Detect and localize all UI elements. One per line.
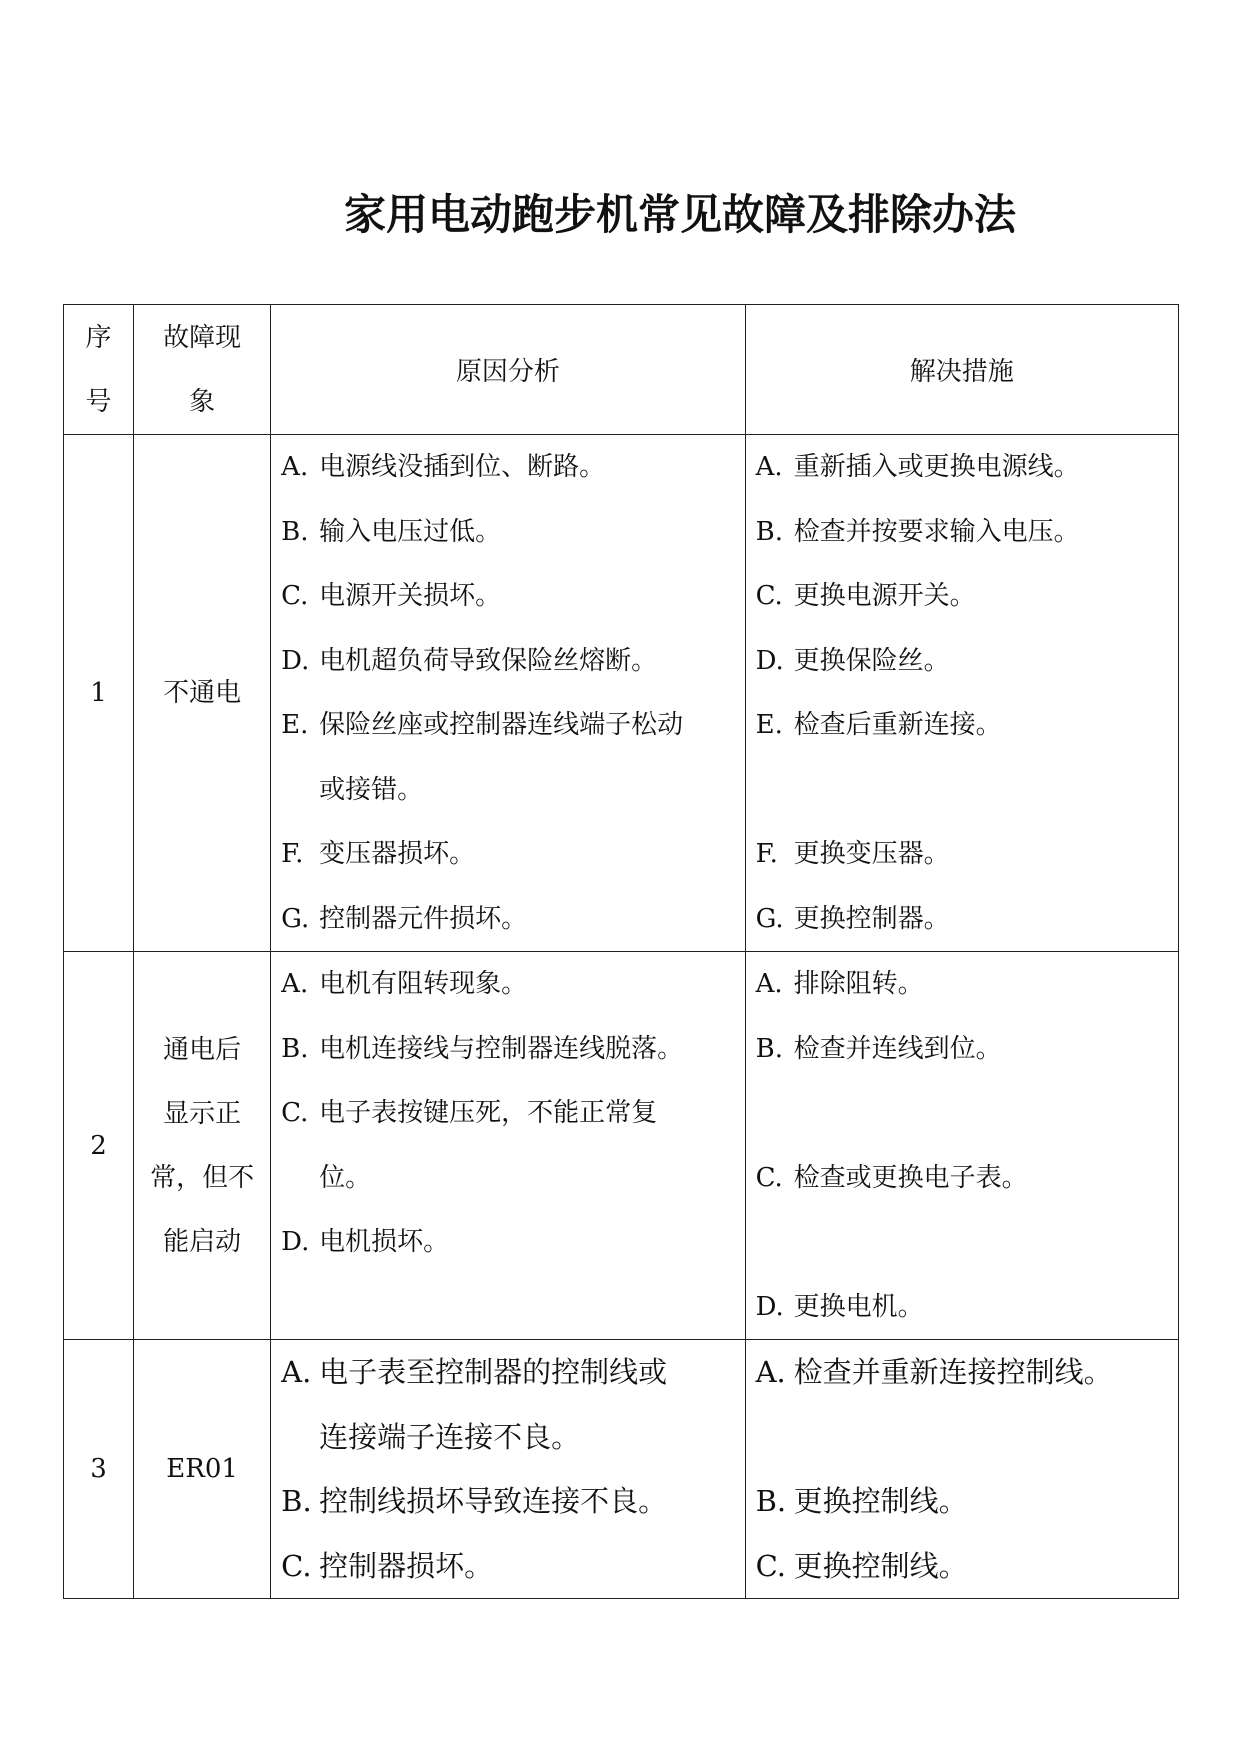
fix-item (756, 758, 1178, 823)
symptom-cell (134, 952, 271, 1340)
fix-item-text: 更换控制器。 (793, 903, 950, 934)
cause-item (281, 629, 744, 694)
fix-item-text: 检查或更换电子表。 (793, 1162, 1028, 1193)
cause-item (281, 1469, 744, 1534)
cause-item-letter: B. (281, 1484, 312, 1518)
cause-item-letter: D. (281, 645, 310, 676)
fix-item-text: 检查并按要求输入电压。 (793, 516, 1080, 547)
fix-item-text: 重新插入或更换电源线。 (793, 452, 1080, 482)
fix-item (756, 1146, 1178, 1211)
header-symptom-line: 象 (189, 386, 216, 417)
cause-cell (271, 1340, 745, 1599)
fix-item-letter: B. (755, 1484, 787, 1518)
fix-cell (745, 952, 1178, 1340)
symptom-line: 不通电 (163, 678, 242, 708)
cause-item-letter: D. (281, 1227, 310, 1257)
fix-item-text: 排除阻转。 (793, 969, 924, 999)
header-cause: 原因分析 (271, 305, 745, 435)
cause-item-letter: A. (281, 1355, 312, 1389)
fix-item-letter: E. (755, 710, 783, 740)
cause-item-text: 电机损坏。 (319, 1227, 450, 1257)
fix-item (756, 1534, 1178, 1599)
fix-item (756, 822, 1178, 887)
row-number: 3 (64, 1340, 134, 1599)
fix-item-letter: C. (755, 1162, 783, 1193)
fix-item-letter: B. (755, 516, 783, 547)
header-symptom (134, 305, 271, 435)
header-fix: 解决措施 (745, 305, 1178, 435)
symptom-line: 显示正 (163, 1098, 242, 1129)
fix-item (756, 1210, 1178, 1275)
cause-item-letter: G. (281, 903, 310, 934)
cause-item-letter: F. (281, 839, 304, 869)
fix-item (756, 1275, 1178, 1340)
cause-item-letter: C. (281, 1548, 312, 1583)
fix-item (756, 693, 1178, 758)
cause-item (281, 693, 744, 758)
fix-item-letter: D. (755, 645, 784, 676)
fix-item-text: 更换电源开关。 (793, 581, 976, 611)
symptom-line: 能启动 (163, 1226, 242, 1257)
cause-item (281, 1210, 744, 1275)
fix-item (756, 1469, 1178, 1534)
cause-item-letter: E. (281, 710, 309, 740)
row-number: 2 (64, 952, 134, 1340)
fix-item-letter: G. (755, 903, 784, 934)
fix-item-letter: B. (755, 1033, 783, 1064)
fix-item-text: 更换电机。 (793, 1291, 924, 1322)
cause-item-text: 电子表按键压死，不能正常复 (319, 1098, 658, 1128)
cause-item (281, 822, 744, 887)
cause-item-text: 连接端子连接不良。 (319, 1419, 581, 1454)
cause-item (281, 564, 744, 629)
cause-item (281, 1534, 744, 1599)
fix-item (756, 564, 1178, 629)
header-symptom-line: 故障现 (163, 322, 242, 353)
cause-item (281, 758, 744, 823)
cause-item-text: 位。 (319, 1162, 372, 1193)
header-no-line: 号 (85, 386, 112, 417)
cause-item-text: 电子表至控制器的控制线或 (319, 1355, 668, 1389)
fix-item-text: 更换保险丝。 (793, 645, 950, 676)
fix-cell (745, 435, 1178, 952)
cause-cell (271, 952, 745, 1340)
fix-item (756, 887, 1178, 952)
cause-item-text: 电源线没插到位、断路。 (319, 452, 606, 482)
cause-item-letter: B. (281, 1033, 309, 1064)
fix-item (756, 952, 1178, 1017)
cause-item-text: 或接错。 (319, 774, 424, 805)
fix-item (756, 1017, 1178, 1082)
fix-item-letter: A. (755, 969, 783, 999)
cause-item (281, 1146, 744, 1211)
cause-item (281, 1275, 744, 1340)
fix-item (756, 1405, 1178, 1470)
table-row (64, 1340, 1179, 1599)
fix-item-letter: C. (755, 1548, 786, 1583)
fix-item-text: 检查后重新连接。 (793, 710, 1002, 740)
cause-item (281, 887, 744, 952)
cause-item-letter: C. (281, 1098, 309, 1128)
header-row (64, 305, 1179, 435)
fix-item (756, 1081, 1178, 1146)
cause-cell (271, 435, 745, 952)
symptom-line: ER01 (166, 1454, 238, 1484)
cause-item (281, 1081, 744, 1146)
fix-item-letter: A. (755, 452, 783, 482)
fix-item-text: 检查并重新连接控制线。 (793, 1355, 1113, 1389)
fix-item-text: 检查并连线到位。 (793, 1033, 1002, 1064)
fix-item-letter: D. (755, 1291, 784, 1322)
fix-item-text: 更换控制线。 (793, 1548, 968, 1583)
cause-item-text: 电机有阻转现象。 (319, 969, 528, 999)
page-title: 家用电动跑步机常见故障及排除办法 (344, 190, 1017, 239)
symptom-cell (134, 435, 271, 952)
cause-item-letter: C. (281, 581, 309, 611)
fix-item-text: 更换控制线。 (793, 1484, 968, 1518)
fault-table (63, 304, 1179, 1599)
header-no-line: 序 (85, 322, 112, 353)
symptom-line: 通电后 (163, 1034, 242, 1065)
fix-item (756, 500, 1178, 565)
cause-item-text: 电机超负荷导致保险丝熔断。 (319, 645, 658, 676)
symptom-cell (134, 1340, 271, 1599)
cause-item (281, 500, 744, 565)
fix-cell (745, 1340, 1178, 1599)
fix-item (756, 435, 1178, 500)
table-row (64, 435, 1179, 952)
cause-item-text: 控制器元件损坏。 (319, 903, 528, 934)
cause-item-text: 变压器损坏。 (319, 839, 476, 869)
cause-item (281, 435, 744, 500)
cause-item (281, 1405, 744, 1470)
cause-item (281, 1017, 744, 1082)
fix-item-letter: A. (755, 1355, 786, 1389)
fix-item-letter: F. (755, 839, 778, 869)
symptom-line: 常，但不 (150, 1162, 255, 1193)
row-number: 1 (64, 435, 134, 952)
cause-item-text: 控制线损坏导致连接不良。 (319, 1484, 668, 1518)
cause-item-text: 电机连接线与控制器连线脱落。 (319, 1033, 684, 1064)
cause-item-text: 输入电压过低。 (319, 516, 502, 547)
cause-item-letter: A. (281, 452, 309, 482)
fix-item (756, 1340, 1178, 1405)
cause-item-letter: B. (281, 516, 309, 547)
cause-item-letter: A. (281, 969, 309, 999)
cause-item-text: 控制器损坏。 (319, 1548, 494, 1583)
table-row (64, 952, 1179, 1340)
fix-item-letter: C. (755, 581, 783, 611)
header-no (64, 305, 134, 435)
cause-item-text: 保险丝座或控制器连线端子松动 (319, 710, 684, 740)
fix-item (756, 629, 1178, 694)
cause-item (281, 1340, 744, 1405)
cause-item-text: 电源开关损坏。 (319, 581, 502, 611)
fix-item-text: 更换变压器。 (793, 839, 950, 869)
cause-item (281, 952, 744, 1017)
